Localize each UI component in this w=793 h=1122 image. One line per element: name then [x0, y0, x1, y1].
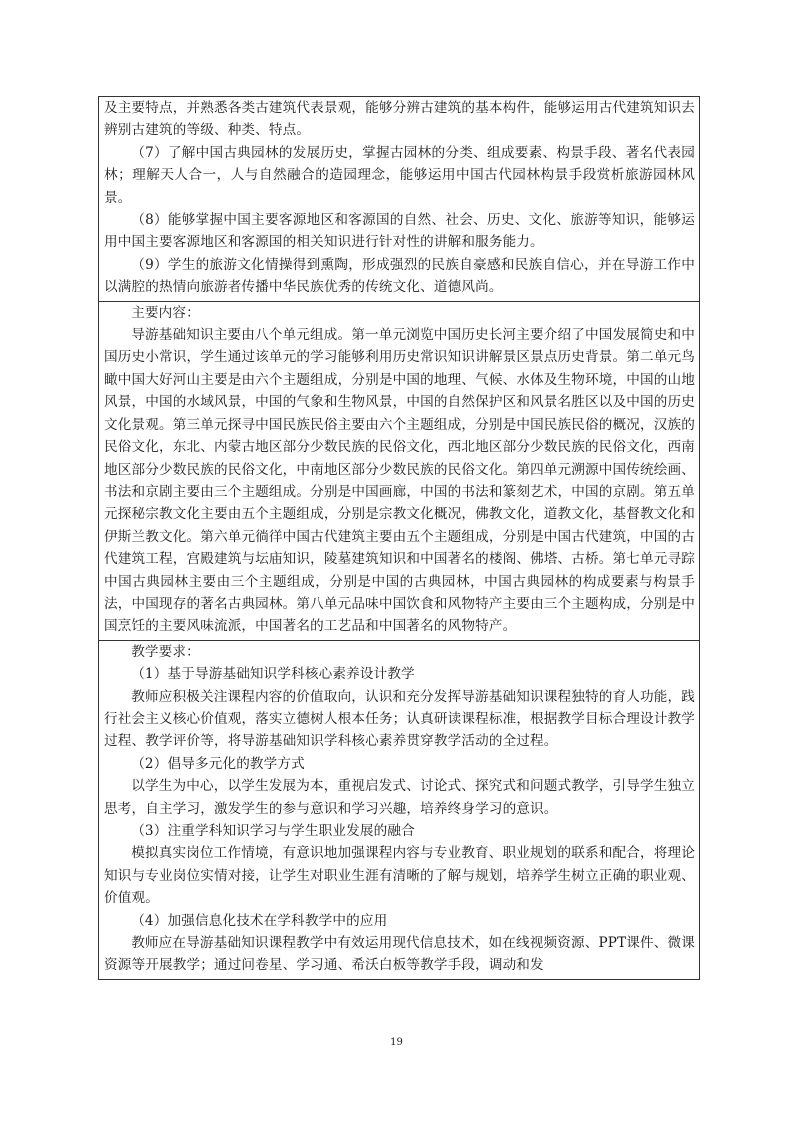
curriculum-table [98, 96, 700, 980]
objective-8: （8）能够掌握中国主要客源地区和客源国的自然、社会、历史、文化、旅游等知识，能够运用中国主要客源地区和客源国的相关知识进行针对性的讲解和服务能力。 [104, 212, 695, 251]
requirement-4-title: （4）加强信息化技术在学科教学中的应用 [131, 912, 388, 929]
main-content-body: 导游基础知识主要由八个单元组成。第一单元浏览中国历史长河主要介绍了中国发展简史和中国历史小常识，学生通过该单元的学习能够利用历史常识知识讲解景区景点历史背景。第二单元鸟瞰中国大好河山主要是由六个主题组成，分别是中国的地理、气候、水体及生物环境，中国的山地风景，中国的水域风景，中国的气象和生物风景，中国的自然保护区和风景名胜区以及中国的历史文化景观。第三单元探寻中国民族民俗主要由六个主题组成，分别是中国民族民俗的概况，汉族的民俗文化，东北、内蒙古地区部分少数民族的民俗文化，西北地区部分少数民族的民俗文化，西南地区部分少数民族的民俗文化，中南地区部分少数民族的民俗文化。第四单元溯源中国传统绘画、书法和京剧主要由三个主题组成。分别是中国画廊，中国的书法和篆刻艺术，中国的京剧。第五单元探秘宗教文化主要由五个主题组成，分别是宗教文化概况，佛教文化，道教文化，基督教文化和伊斯兰教文化。第六单元徜徉中国古代建筑主要由五个主题组成，分别是中国古代建筑，中国的古代建筑工程，宫殿建筑与坛庙知识，陵墓建筑知识和中国著名的楼阁、佛塔、古桥。第七单元寻踪中国古典园林主要由三个主题组成，分别是中国的古典园林，中国古典园林的构成要素与构景手法，中国现存的著名古典园林。第八单元品味中国饮食和风物特产主要由三个主题构成，分别是中国烹饪的主要风味流派，中国著名的工艺品和中国著名的风物特产。 [104, 327, 695, 635]
requirement-4-body: 教师应在导游基础知识课程教学中有效运用现代信息技术，如在线视频资源、PPT课件、微课资源等开展教学；通过问卷星、学习通、希沃白板等教学手段，调动和发 [104, 935, 696, 974]
objectives-cell [99, 97, 700, 302]
teaching-requirements-cell [99, 640, 700, 979]
objective-9: （9）学生的旅游文化情操得到熏陶，形成强烈的民族自豪感和民族自信心，并在导游工作中以满腔的热情向旅游者传播中华民族优秀的传统文化、道德风尚。 [104, 256, 695, 296]
objective-6-continued: 及主要特点，并熟悉各类古建筑代表景观，能够分辨古建筑的基本构件，能够运用古代建筑知识去辨别古建筑的等级、种类、特点。 [104, 100, 695, 139]
requirement-2-title: （2）倡导多元化的教学方式 [131, 755, 305, 772]
main-content-heading: 主要内容： [131, 304, 200, 321]
requirement-2-body: 以学生为中心，以学生发展为本，重视启发式、讨论式、探究式和问题式教学，引导学生独立思考，自主学习，激发学生的参与意识和学习兴趣，培养终身学习的意识。 [104, 778, 695, 817]
table-row-objectives [99, 97, 700, 302]
requirement-1-body: 教师应积极关注课程内容的价值取向，认识和充分发挥导游基础知识课程独特的育人功能，践行社会主义核心价值观，落实立德树人根本任务；认真研读课程标准，根据教学目标合理设计教学过程、教学评价等，将导游基础知识学科核心素养贯穿教学活动的全过程。 [104, 688, 695, 750]
objective-7: （7）了解中国古典园林的发展历史，掌握古园林的分类、组成要素、构景手段、著名代表园林；理解天人合一，人与自然融合的造园理念，能够运用中国古代园林构景手段赏析旅游园林风景。 [104, 144, 695, 206]
table-row-main-content [99, 301, 700, 640]
table-row-teaching-requirements [99, 640, 700, 979]
requirement-3-body: 模拟真实岗位工作情境，有意识地加强课程内容与专业教育、职业规划的联系和配合，将理论知识与专业岗位实情对接，让学生对职业生涯有清晰的了解与规划，培养学生树立正确的职业观、价值观。 [104, 845, 695, 907]
page-number: 19 [390, 1037, 403, 1048]
requirement-3-title: （3）注重学科知识学习与学生职业发展的融合 [131, 823, 415, 839]
main-content-cell [99, 301, 700, 640]
requirement-1-title: （1）基于导游基础知识学科核心素养设计教学 [131, 666, 415, 683]
requirements-heading: 教学要求： [131, 643, 200, 660]
